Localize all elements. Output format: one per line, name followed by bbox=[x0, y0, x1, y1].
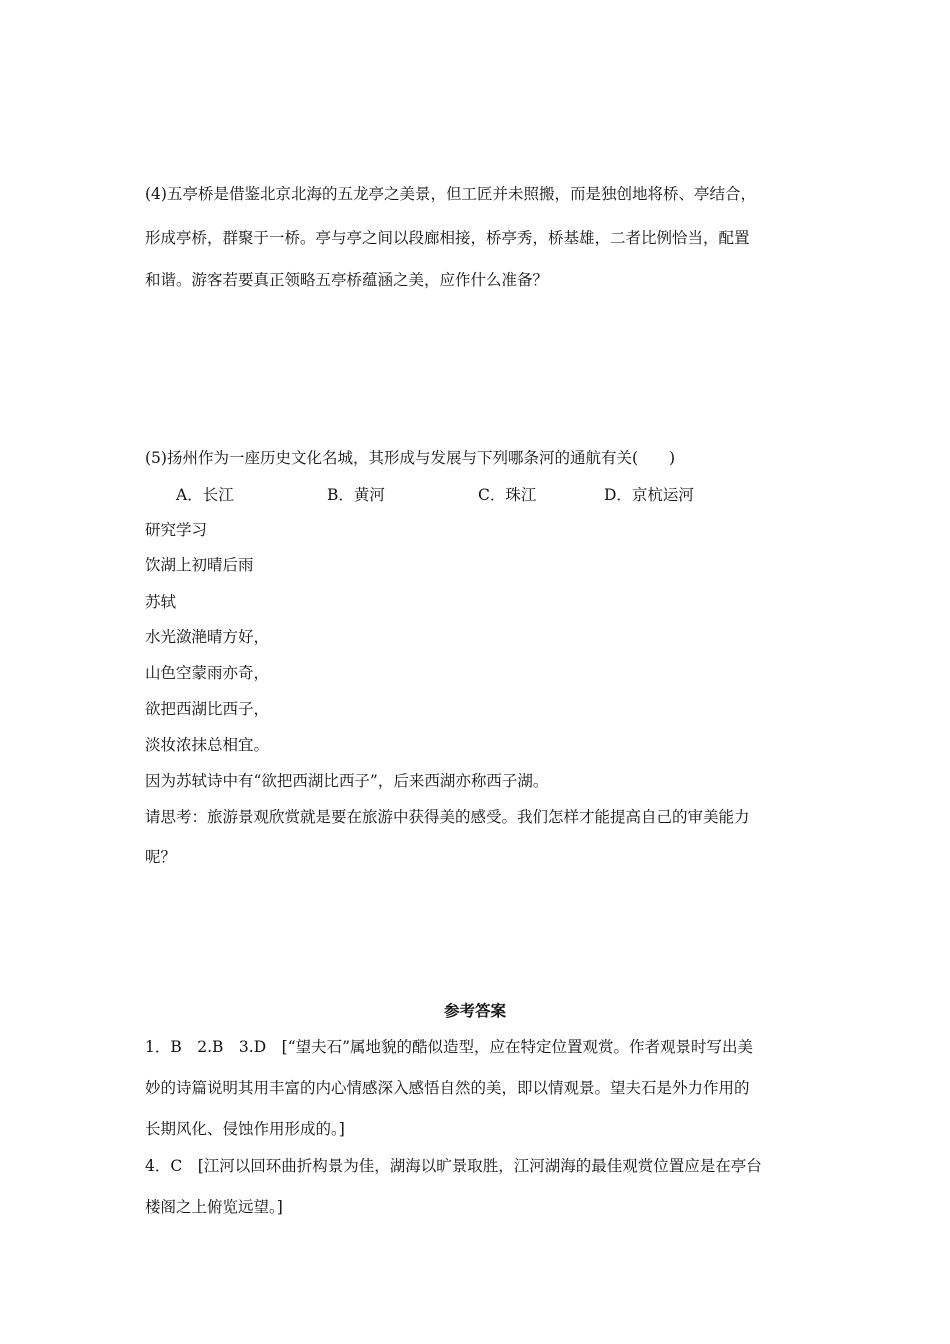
poem-line-1: 水光潋滟晴方好， bbox=[145, 628, 270, 646]
poem-title: 饮湖上初晴后雨 bbox=[145, 556, 254, 574]
study-heading: 研究学习 bbox=[145, 521, 208, 539]
poem-line-2: 山色空蒙雨亦奇， bbox=[145, 664, 270, 682]
answer-1-line-3: 长期风化、侵蚀作用形成的。] bbox=[145, 1120, 345, 1138]
q5-option-a: A．长江 bbox=[176, 486, 234, 504]
answer-1-line-1: 1．B 2.B 3.D [“望夫石”属地貌的酷似造型，应在特定位置观赏。作者观景时写出美 bbox=[145, 1038, 754, 1056]
poem-line-4: 淡妆浓抹总相宜。 bbox=[145, 736, 270, 754]
q5-option-c: C．珠江 bbox=[478, 486, 537, 504]
q5-stem: (5)扬州作为一座历史文化名城，其形成与发展与下列哪条河的通航有关( ) bbox=[145, 449, 676, 467]
answer-4-line-1: 4．C [江河以回环曲折构景为佳，湖海以旷景取胜，江河湖海的最佳观赏位置应是在亭台 bbox=[145, 1157, 762, 1175]
answer-1-line-2: 妙的诗篇说明其用丰富的内心情感深入感悟自然的美，即以情观景。望夫石是外力作用的 bbox=[145, 1079, 750, 1097]
study-question-line-1: 请思考：旅游景观欣赏就是要在旅游中获得美的感受。我们怎样才能提高自己的审美能力 bbox=[145, 808, 750, 826]
poem-line-3: 欲把西湖比西子， bbox=[145, 700, 270, 718]
poem-note: 因为苏轼诗中有“欲把西湖比西子”，后来西湖亦称西子湖。 bbox=[145, 772, 549, 790]
q4-line-1: (4)五亭桥是借鉴北京北海的五龙亭之美景，但工匠并未照搬，而是独创地将桥、亭结合， bbox=[145, 185, 756, 203]
answers-title: 参考答案 bbox=[443, 1001, 506, 1020]
q5-option-d: D．京杭运河 bbox=[604, 486, 694, 504]
q4-line-3: 和谐。游客若要真正领略五亭桥蕴涵之美，应作什么准备？ bbox=[145, 271, 549, 289]
q4-line-2: 形成亭桥，群聚于一桥。亭与亭之间以段廊相接，桥亭秀，桥基雄，二者比例恰当，配置 bbox=[145, 229, 750, 247]
study-question-line-2: 呢？ bbox=[145, 848, 177, 866]
q5-option-b: B．黄河 bbox=[327, 486, 385, 504]
poem-author: 苏轼 bbox=[145, 593, 177, 611]
answer-4-line-2: 楼阁之上俯览远望。] bbox=[145, 1198, 283, 1216]
